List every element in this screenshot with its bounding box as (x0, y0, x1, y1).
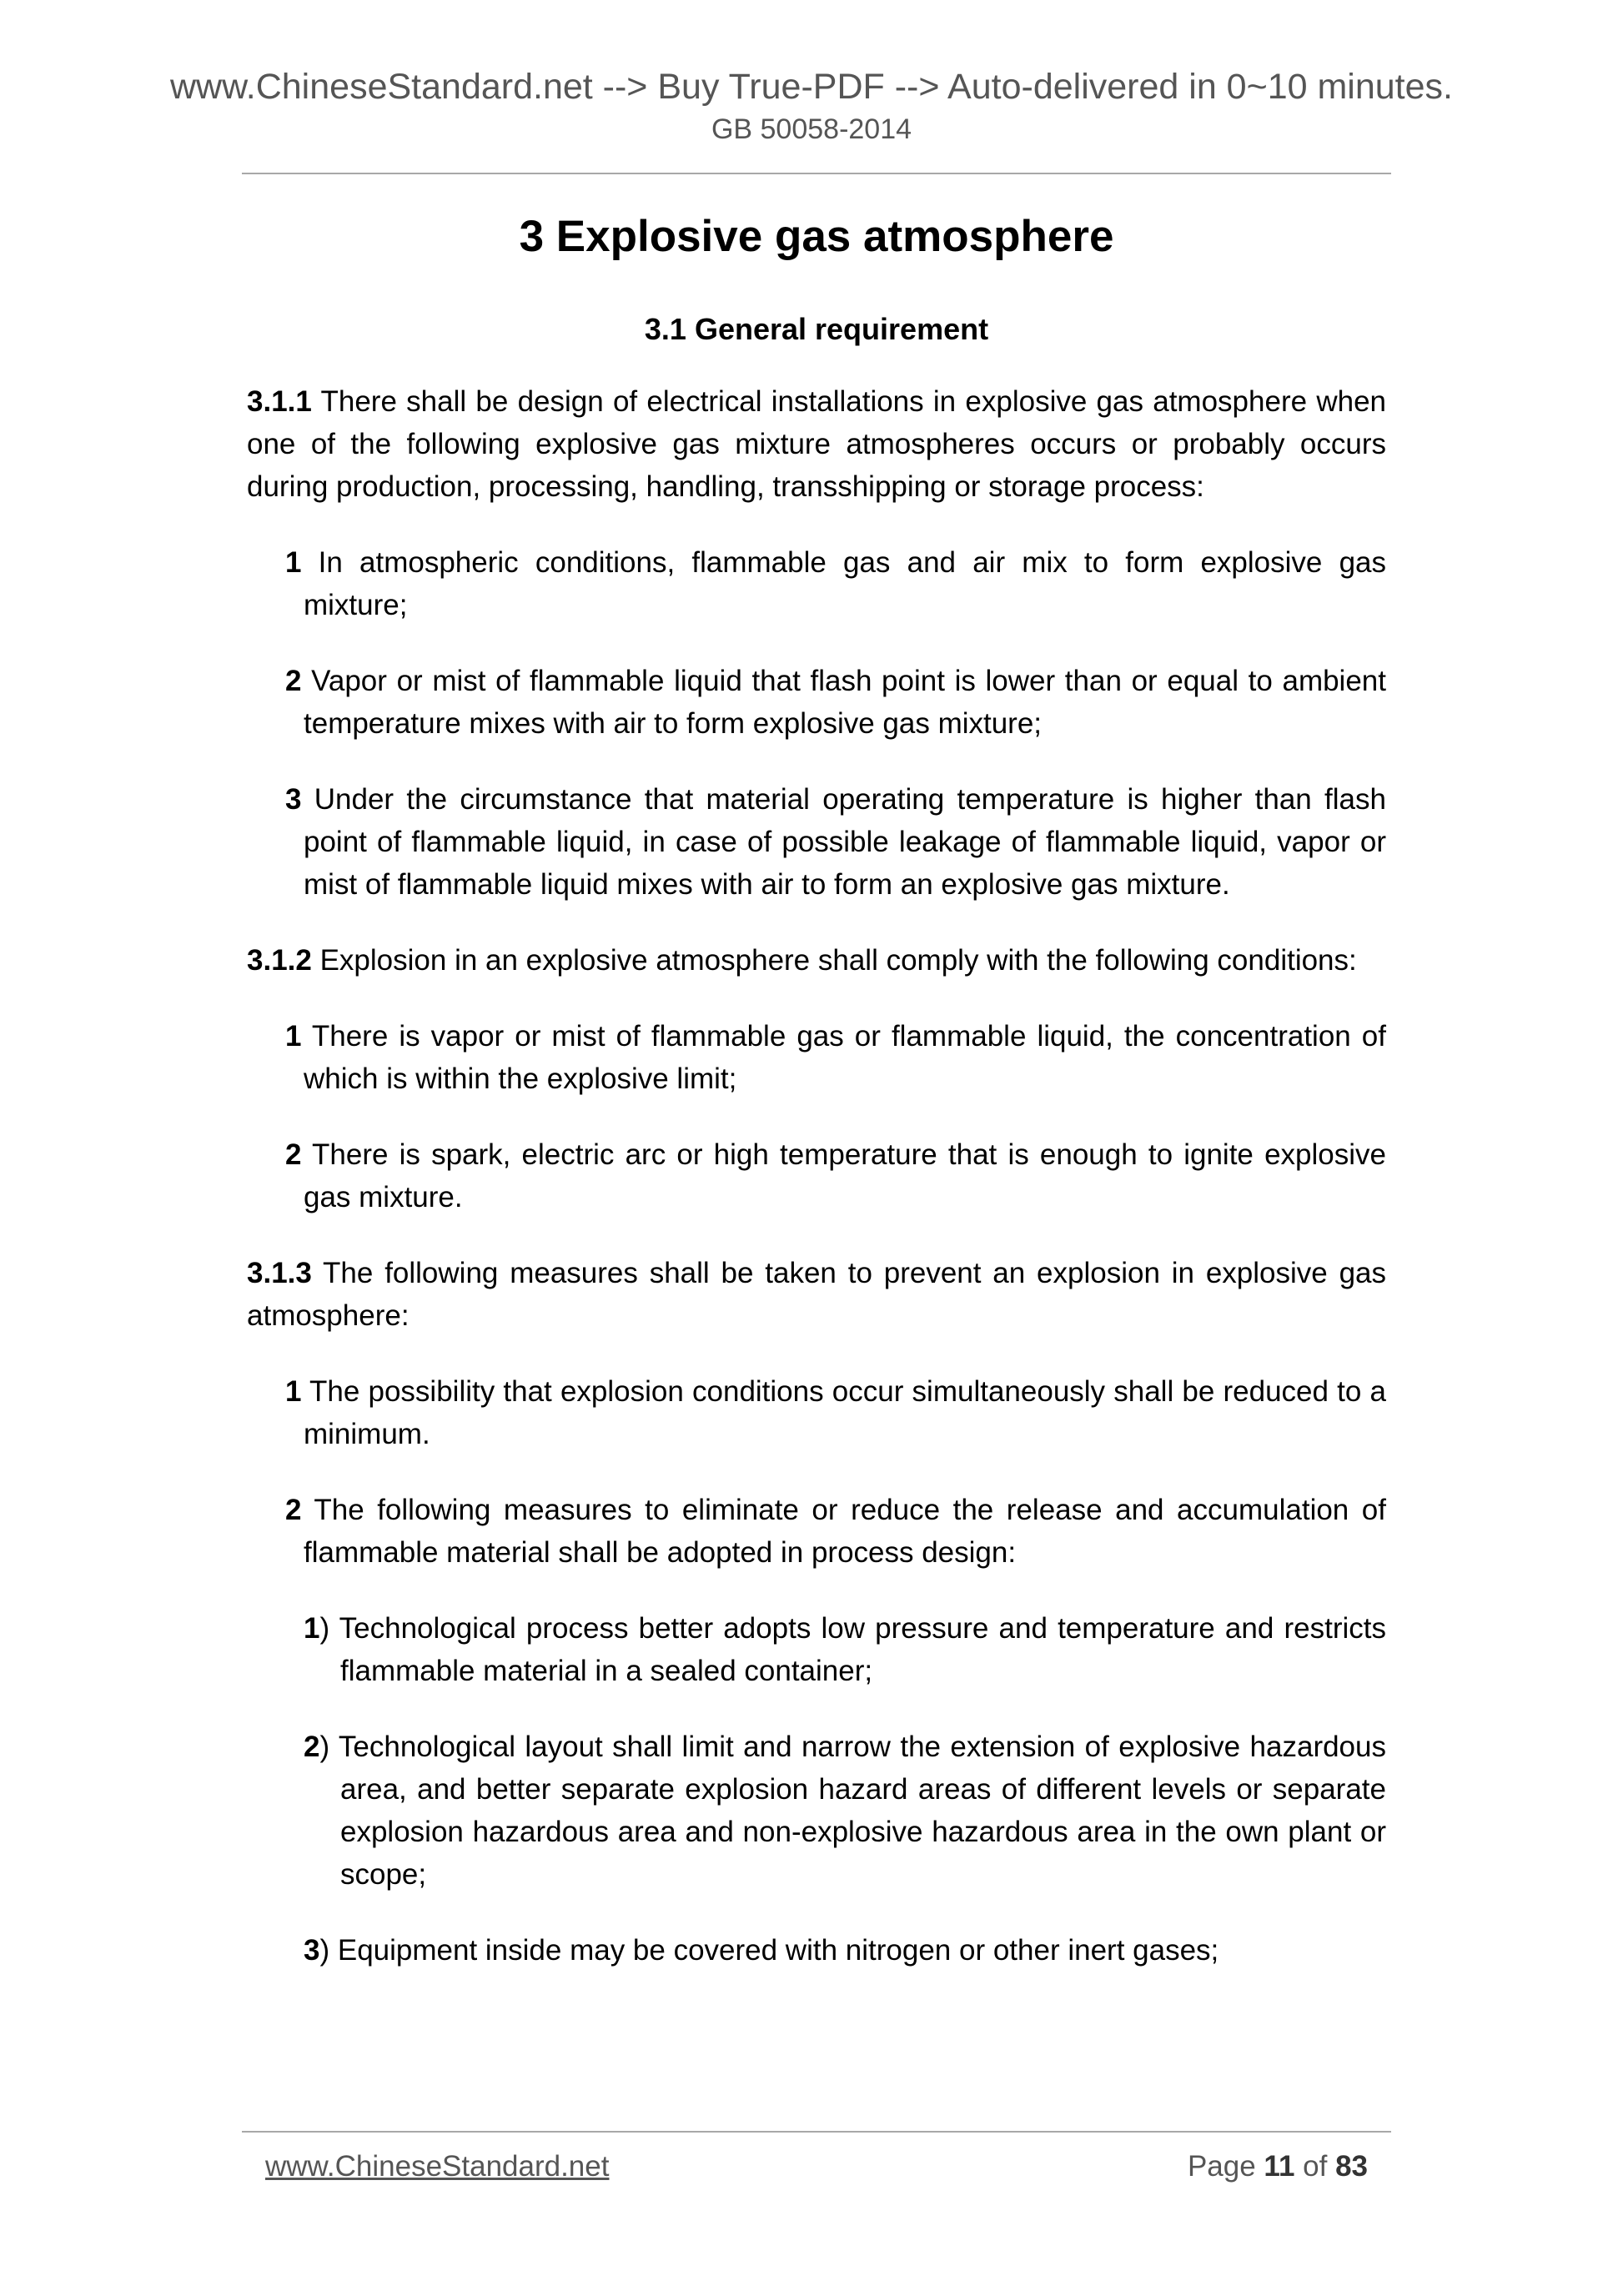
item-number: 2 (285, 665, 302, 697)
clause-3-1-3-subitem-2 (304, 1726, 1386, 1896)
clause-3-1-1-item-2 (285, 660, 1386, 745)
standard-code: GB 50058-2014 (711, 113, 912, 145)
footer-website-link[interactable]: www.ChineseStandard.net (265, 2150, 610, 2183)
clause-3-1-3-item-1 (285, 1370, 1386, 1455)
item-text: The possibility that explosion conditions occur simultaneously shall be reduced to a minimum. (301, 1375, 1386, 1450)
footer-divider (242, 2131, 1391, 2133)
subitem-number: 1 (304, 1612, 320, 1645)
page-number (1188, 2142, 1368, 2192)
clause-number: 3.1.3 (247, 1257, 312, 1289)
item-number: 2 (285, 1494, 302, 1526)
item-number: 2 (285, 1138, 302, 1171)
item-text: There is spark, electric arc or high temperature that is enough to ignite explosive gas mixture. (301, 1138, 1386, 1213)
clause-3-1-1-item-1 (285, 541, 1386, 626)
item-number: 1 (285, 1375, 302, 1408)
item-text: Vapor or mist of flammable liquid that flash point is lower than or equal to ambient temperature mixes with air to form explosive gas mixture; (301, 665, 1386, 740)
subitem-text: ) Technological layout shall limit and narrow the extension of explosive hazardous area, and better separate explosion hazard areas of different levels or separate explosion hazardous area and non-explosive hazardous area in the own plant or scope; (319, 1731, 1386, 1891)
page-footer (265, 2142, 1368, 2192)
section-title: 3.1 General requirement (644, 312, 989, 346)
clause-3-1-2 (247, 939, 1386, 982)
clause-3-1-3-item-2 (285, 1489, 1386, 1574)
header-banner: www.ChineseStandard.net --> Buy True-PDF --> Auto-delivered in 0~10 minutes. (169, 67, 1453, 107)
page-label: Page (1187, 2150, 1264, 2183)
clause-number: 3.1.1 (247, 385, 312, 418)
clause-3-1-1-item-3 (285, 778, 1386, 906)
clause-3-1-1 (247, 380, 1386, 508)
item-number: 1 (285, 546, 302, 579)
clause-3-1-2-item-2 (285, 1133, 1386, 1218)
page-current: 11 (1264, 2150, 1295, 2183)
subitem-number: 3 (304, 1934, 320, 1967)
page-content (247, 205, 1386, 2005)
header-divider (242, 173, 1391, 174)
page-total: 83 (1335, 2150, 1368, 2183)
clause-text: Explosion in an explosive atmosphere shall comply with the following conditions: (311, 944, 1357, 977)
item-number: 1 (285, 1020, 302, 1053)
item-text: There is vapor or mist of flammable gas or flammable liquid, the concentration of which is within the explosive limit; (301, 1020, 1386, 1095)
item-text: Under the circumstance that material operating temperature is higher than flash point of flammable liquid, in case of possible leakage of flammable liquid, vapor or mist of flammable liquid mixes with air to form an explosive gas mixture. (301, 783, 1386, 901)
clause-text: The following measures shall be taken to prevent an explosion in explosive gas atmosphere: (247, 1257, 1386, 1332)
item-text: In atmospheric conditions, flammable gas and air mix to form explosive gas mixture; (301, 546, 1386, 621)
clause-3-1-3-subitem-1 (304, 1607, 1386, 1692)
subitem-text: ) Equipment inside may be covered with nitrogen or other inert gases; (319, 1934, 1219, 1967)
clause-number: 3.1.2 (247, 944, 312, 977)
chapter-title: 3 Explosive gas atmosphere (519, 212, 1114, 261)
page-header (0, 63, 1623, 148)
clause-text: There shall be design of electrical installations in explosive gas atmosphere when one of the following explosive gas mixture atmospheres occurs or probably occurs during production, processing, handling, transshipping or storage process: (247, 385, 1386, 503)
subitem-number: 2 (304, 1731, 320, 1763)
subitem-text: ) Technological process better adopts low pressure and temperature and restricts flammable material in a sealed container; (319, 1612, 1386, 1687)
clause-3-1-3 (247, 1252, 1386, 1337)
clause-3-1-3-subitem-3 (304, 1929, 1386, 1972)
page-of-label: of (1294, 2150, 1336, 2183)
item-number: 3 (285, 783, 302, 816)
clause-3-1-2-item-1 (285, 1015, 1386, 1100)
item-text: The following measures to eliminate or reduce the release and accumulation of flammable material shall be adopted in process design: (301, 1494, 1386, 1569)
